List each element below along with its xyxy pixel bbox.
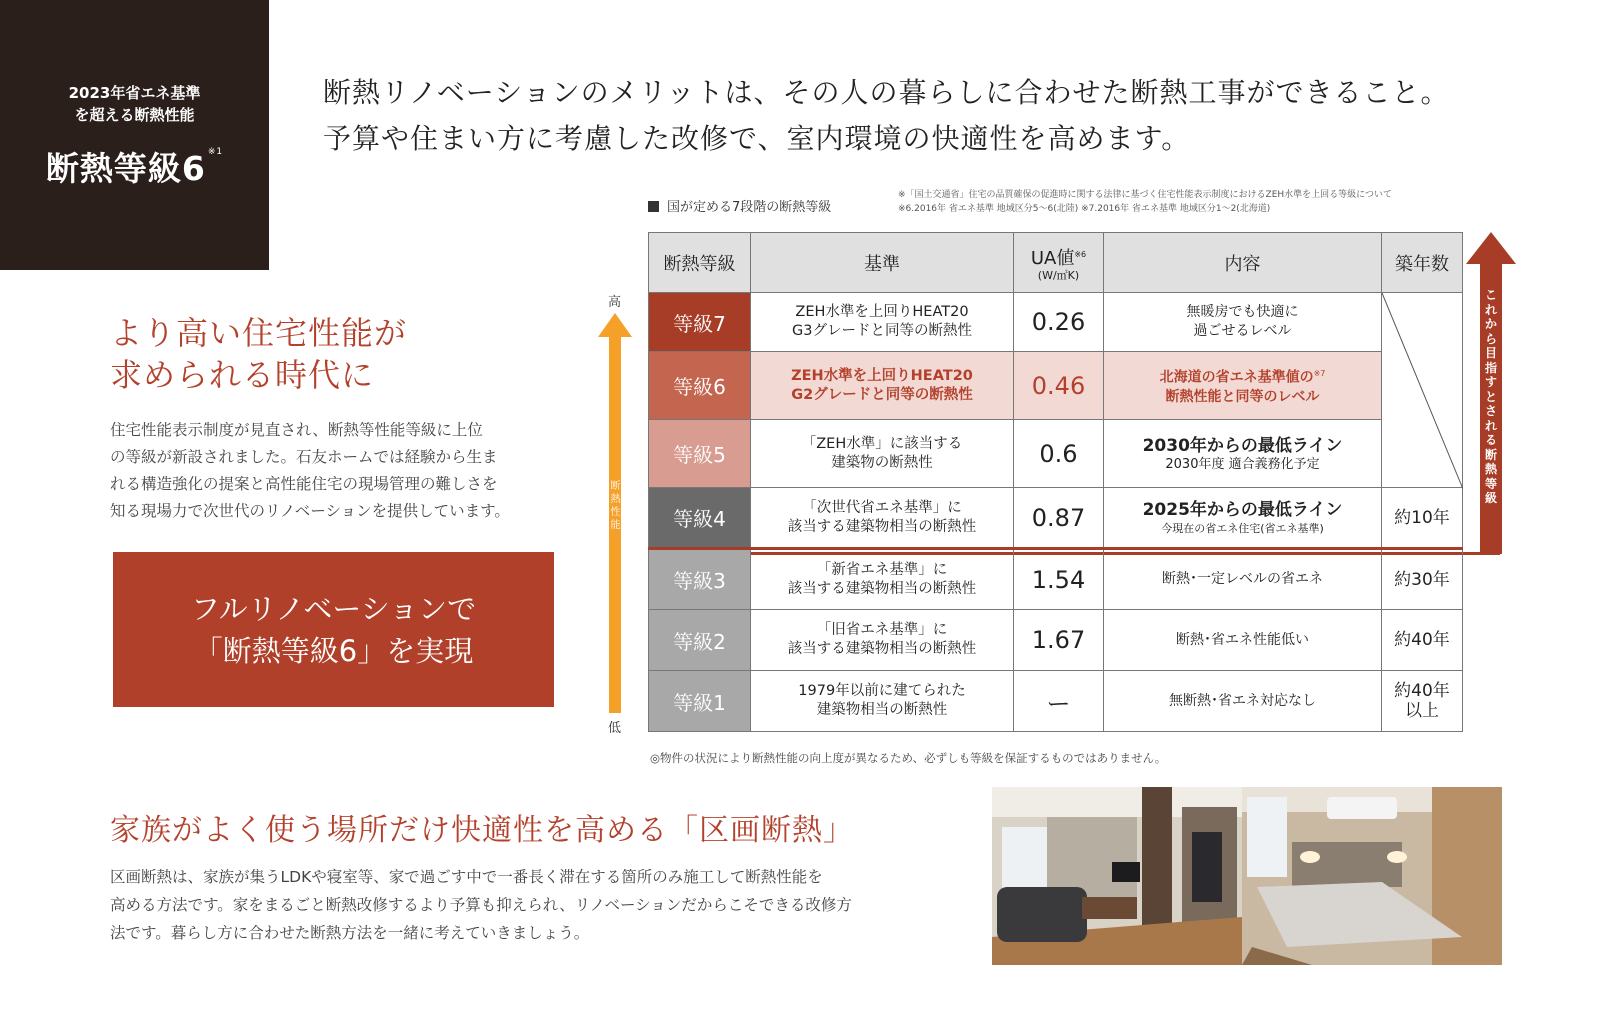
badge-line-2: を超える断熱性能 bbox=[74, 106, 195, 124]
table-row bbox=[649, 610, 1463, 671]
grade-cell: 等級3 bbox=[649, 549, 751, 610]
target-grade-label bbox=[1484, 288, 1498, 506]
table-note: ※6.2016年 省エネ基準 地域区分5〜6(北陸) ※7.2016年 省エネ基準 地域区分1〜2(北海道) bbox=[898, 204, 1271, 214]
lead-line-2: 予算や住まい方に考慮した改修で、室内環境の快適性を高めます。 bbox=[323, 122, 1191, 155]
grade-cell: 等級7 bbox=[649, 293, 751, 352]
table-note: ※「国土交通省」住宅の品質確保の促進時に関する法律に基づく住宅性能表示制度におけるZEH水準を上回る等級について bbox=[898, 190, 1392, 200]
badge-note-mark: ※1 bbox=[207, 147, 224, 157]
table-title bbox=[648, 196, 831, 215]
zone-paragraph-line: 法です。暮らし方に合わせた断熱方法を一緒に考えていきましょう。 bbox=[110, 924, 590, 942]
intro-paragraph-line: 住宅性能表示制度が見直され、断熱等性能等級に上位 bbox=[110, 421, 483, 439]
years-cell: 約10年 bbox=[1382, 488, 1463, 549]
zone-paragraph-line: 区画断熱は、家族が集うLDKや寝室等、家で過ごす中で一番長く滞在する箇所のみ施工して断熱性能を bbox=[110, 868, 823, 886]
axis-low-label: 低 bbox=[608, 721, 622, 736]
ua-cell: 0.87 bbox=[1014, 488, 1104, 549]
interior-photos bbox=[992, 787, 1502, 965]
years-cell: 約30年 bbox=[1382, 549, 1463, 610]
table-title-text: 国が定める7段階の断熱等級 bbox=[667, 200, 832, 215]
banner-line-1: フルリノベーションで bbox=[190, 591, 477, 626]
axis-high-label: 高 bbox=[608, 295, 622, 310]
standard-line: 建築物相当の断熱性 bbox=[816, 702, 948, 718]
standard-cell bbox=[751, 671, 1014, 732]
insulation-grade-table bbox=[648, 232, 1463, 732]
full-renovation-banner bbox=[113, 552, 554, 707]
standard-cell bbox=[751, 420, 1014, 488]
insulation-grade-badge bbox=[0, 0, 269, 270]
header-ua-note: ※6 bbox=[1074, 249, 1087, 259]
header-grade: 断熱等級 bbox=[649, 233, 751, 293]
ua-cell: 0.6 bbox=[1014, 420, 1104, 488]
badge-grade bbox=[0, 143, 269, 190]
standard-line: 該当する建築物相当の断熱性 bbox=[787, 580, 977, 597]
bedroom-photo bbox=[1242, 787, 1502, 965]
years-cell: 約40年 bbox=[1382, 610, 1463, 671]
badge-grade-text: 断熱等級6 bbox=[45, 149, 206, 188]
content-cell bbox=[1104, 352, 1382, 420]
table-row bbox=[649, 293, 1463, 352]
years-cell-empty bbox=[1382, 293, 1463, 488]
grade-cell: 等級4 bbox=[649, 488, 751, 549]
diagonal-lines bbox=[1382, 293, 1463, 489]
grade-cell: 等級1 bbox=[649, 671, 751, 732]
content-main: 2030年からの最低ライン bbox=[1142, 436, 1343, 456]
standard-line: 1979年以前に建てられた bbox=[798, 683, 966, 699]
standard-line: G3グレードと同等の断熱性 bbox=[792, 323, 972, 339]
intro-paragraph-line: 知る現場力で次世代のリノベーションを提供しています。 bbox=[110, 502, 510, 520]
content-cell: 無断熱･省エネ対応なし bbox=[1104, 671, 1382, 732]
header-standard: 基準 bbox=[751, 233, 1014, 293]
content-line: 無暖房でも快適に bbox=[1186, 304, 1299, 320]
lead-line-1: 断熱リノベーションのメリットは、その人の暮らしに合わせた断熱工事ができること。 bbox=[323, 76, 1450, 109]
intro-paragraph bbox=[110, 417, 560, 525]
standard-cell bbox=[751, 549, 1014, 610]
standard-cell bbox=[751, 352, 1014, 420]
table-row bbox=[649, 488, 1463, 549]
intro-paragraph-line: の等級が新設されました。石友ホームでは経験から生ま bbox=[110, 448, 498, 466]
ua-cell: 1.54 bbox=[1014, 549, 1104, 610]
intro-heading-line-2: 求められる時代に bbox=[110, 356, 375, 394]
standard-line: 該当する建築物相当の断熱性 bbox=[787, 641, 977, 657]
header-content: 内容 bbox=[1104, 233, 1382, 293]
standard-cell bbox=[751, 293, 1014, 352]
standard-line: 「旧省エネ基準」に bbox=[816, 622, 948, 638]
content-cell bbox=[1104, 420, 1382, 488]
content-line: 北海道の省エネ基準値の bbox=[1159, 369, 1314, 386]
table-header-row bbox=[649, 233, 1463, 293]
ua-cell: ー bbox=[1014, 671, 1104, 732]
content-line: 過ごせるレベル bbox=[1193, 323, 1292, 339]
standard-line: 「次世代省エネ基準」に bbox=[802, 499, 962, 516]
years-cell bbox=[1382, 671, 1463, 732]
header-ua-text: UA値 bbox=[1030, 247, 1075, 269]
standard-cell bbox=[751, 610, 1014, 671]
content-cell bbox=[1104, 293, 1382, 352]
ua-cell: 0.26 bbox=[1014, 293, 1104, 352]
content-main: 2025年からの最低ライン bbox=[1142, 500, 1343, 520]
content-note: ※7 bbox=[1313, 369, 1326, 379]
badge-line-1: 2023年省エネ基準 bbox=[68, 84, 201, 102]
table-caveat: ◎物件の状況により断熱性能の向上度が異なるため、必ずしも等級を保証するものではありません。 bbox=[650, 751, 1167, 765]
zone-insulation-paragraph bbox=[110, 863, 980, 947]
lead-text bbox=[323, 70, 1450, 162]
standard-line: 建築物の断熱性 bbox=[831, 454, 933, 471]
grade-cell: 等級5 bbox=[649, 420, 751, 488]
badge-caption bbox=[0, 82, 269, 126]
standard-cell bbox=[751, 488, 1014, 549]
grade-cell: 等級2 bbox=[649, 610, 751, 671]
axis-label-text: 断熱性能 bbox=[610, 481, 621, 531]
table-notes bbox=[898, 188, 1392, 216]
content-sub: 2030年度 適合義務化予定 bbox=[1165, 457, 1320, 472]
grade-cell: 等級6 bbox=[649, 352, 751, 420]
table-row bbox=[649, 671, 1463, 732]
standard-line: ZEH水準を上回りHEAT20 bbox=[791, 367, 973, 384]
ua-cell: 0.46 bbox=[1014, 352, 1104, 420]
content-sub: 今現在の省エネ住宅(省エネ基準) bbox=[1161, 522, 1324, 535]
intro-heading bbox=[110, 312, 407, 396]
standard-line: ZEH水準を上回りHEAT20 bbox=[795, 304, 969, 320]
header-ua-unit: (W/㎡K) bbox=[1037, 268, 1080, 282]
standard-line: G2グレードと同等の断熱性 bbox=[791, 386, 973, 403]
table-row bbox=[649, 420, 1463, 488]
zone-paragraph-line: 高める方法です。家をまるごと断熱改修するより予算も抑えられ、リノベーションだからこそできる改修方 bbox=[110, 896, 852, 914]
ua-cell: 1.67 bbox=[1014, 610, 1104, 671]
banner-line-2: 「断熱等級6」を実現 bbox=[193, 633, 474, 668]
standard-line: 「新省エネ基準」に bbox=[816, 561, 948, 578]
table-row bbox=[649, 549, 1463, 610]
axis-label bbox=[609, 480, 622, 532]
table-row-highlight bbox=[649, 352, 1463, 420]
content-cell bbox=[1104, 488, 1382, 549]
living-room-photo bbox=[992, 787, 1242, 965]
standard-line: 該当する建築物相当の断熱性 bbox=[787, 518, 977, 535]
header-years: 築年数 bbox=[1382, 233, 1463, 293]
content-cell: 断熱･省エネ性能低い bbox=[1104, 610, 1382, 671]
content-line: 断熱性能と同等のレベル bbox=[1165, 388, 1320, 405]
content-cell: 断熱･一定レベルの省エネ bbox=[1104, 549, 1382, 610]
years-line: 約40年 bbox=[1394, 681, 1450, 701]
years-line: 以上 bbox=[1405, 701, 1439, 721]
header-ua bbox=[1014, 233, 1104, 293]
intro-paragraph-line: れる構造強化の提案と高性能住宅の現場管理の難しさを bbox=[110, 475, 498, 493]
zone-insulation-heading: 家族がよく使う場所だけ快適性を高める「区画断熱」 bbox=[110, 813, 854, 848]
intro-heading-line-1: より高い住宅性能が bbox=[110, 314, 408, 352]
square-bullet-icon bbox=[648, 201, 659, 212]
standard-line: 「ZEH水準」に該当する bbox=[801, 435, 963, 452]
target-grade-label-text: これから目指すとされる断熱等級 bbox=[1484, 288, 1497, 505]
